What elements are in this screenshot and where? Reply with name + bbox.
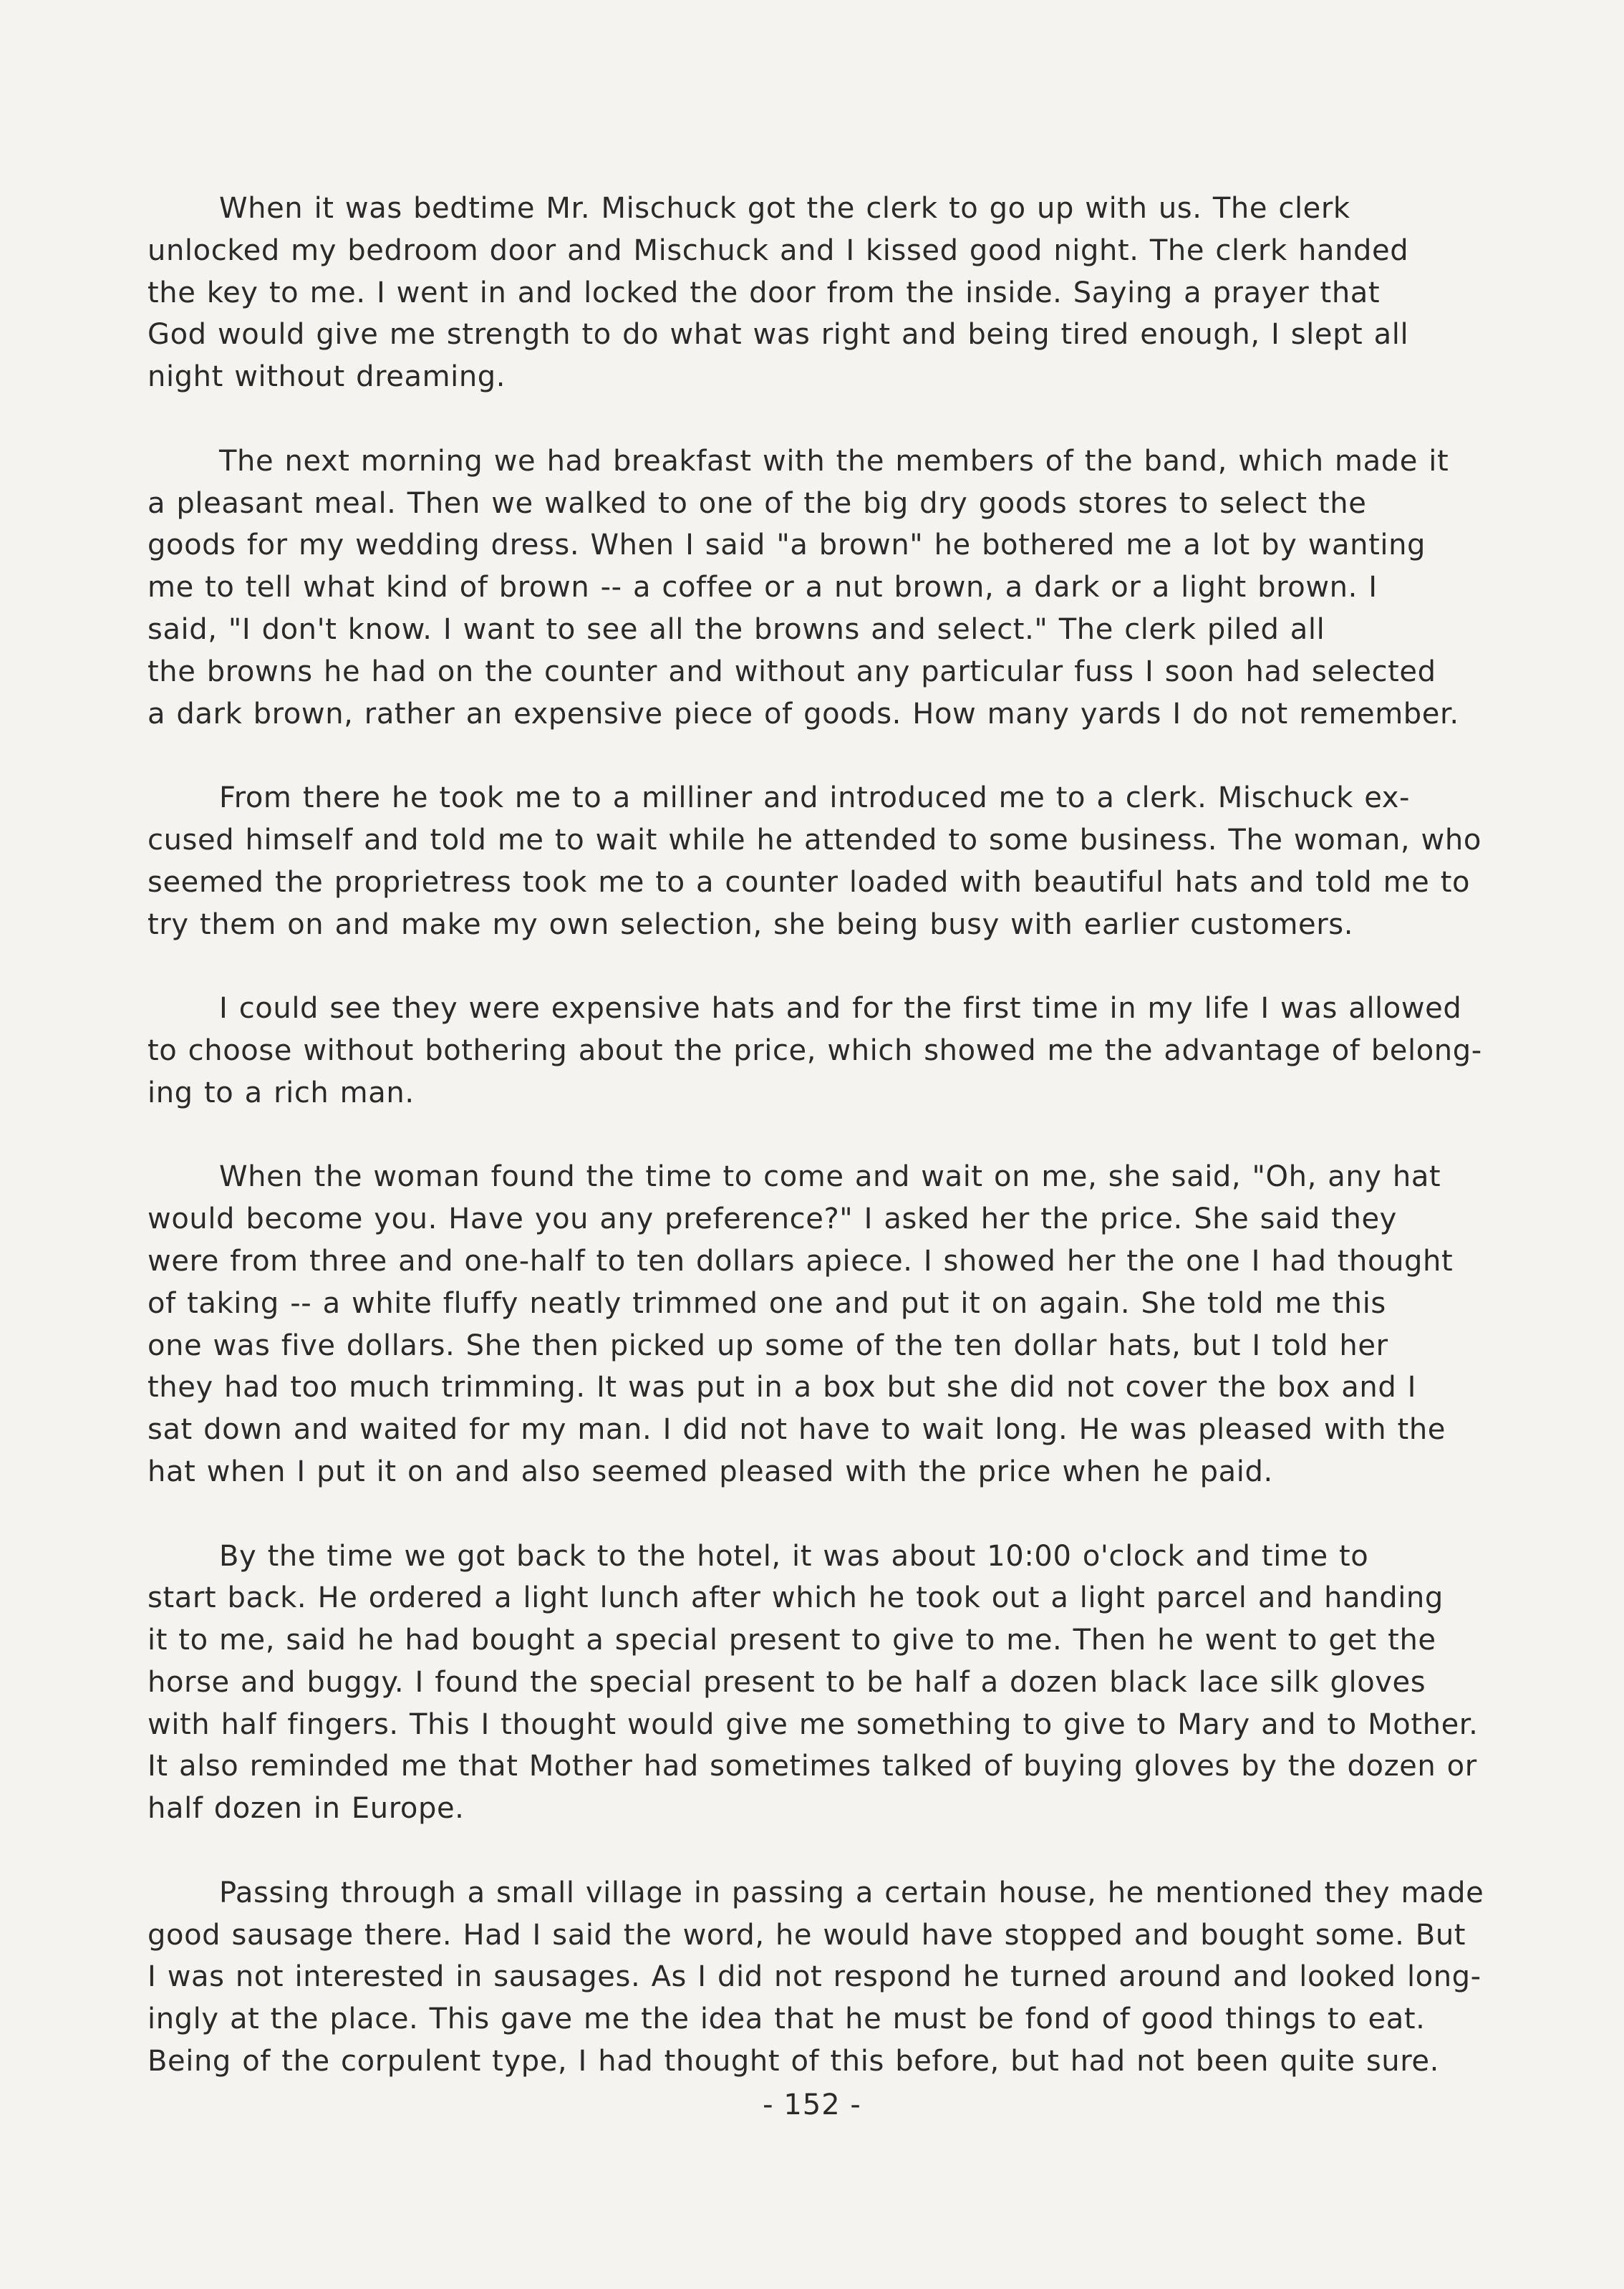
text-line: half dozen in Europe. [148, 1792, 465, 1826]
paragraph-1 [148, 188, 1565, 398]
text-line: a pleasant meal. Then we walked to one of the big dry goods stores to select the [148, 486, 1367, 520]
text-line: the browns he had on the counter and without any particular fuss I soon had selected [148, 655, 1436, 688]
body-text [148, 188, 1565, 2125]
text-line: When the woman found the time to come and wait on me, she said, "Oh, any hat [219, 1160, 1441, 1194]
text-line: said, "I don't know. I want to see all the browns and select." The clerk piled all [148, 612, 1325, 646]
text-line: would become you. Have you any preference?" I asked her the price. She said they [148, 1203, 1397, 1236]
text-line: From there he took me to a milliner and introduced me to a clerk. Mischuck ex- [219, 781, 1411, 815]
text-line: I could see they were expensive hats and for the first time in my life I was allowed [219, 992, 1462, 1026]
paragraph-5 [148, 1156, 1565, 1493]
paragraph-2 [148, 440, 1565, 736]
text-line: goods for my wedding dress. When I said "a brown" he bothered me a lot by wanting [148, 529, 1426, 562]
text-line: hat when I put it on and also seemed pleased with the price when he paid. [148, 1455, 1273, 1488]
text-line: sat down and waited for my man. I did not have to wait long. He was pleased with the [148, 1413, 1446, 1447]
text-line: one was five dollars. She then picked up some of the ten dollar hats, but I told her [148, 1329, 1388, 1362]
text-line: cused himself and told me to wait while he attended to some business. The woman, who [148, 823, 1482, 857]
paragraph-6 [148, 1536, 1565, 1831]
text-line: night without dreaming. [148, 360, 506, 394]
text-line: ingly at the place. This gave me the idea that he must be fond of good things to eat. [148, 2003, 1426, 2036]
text-line: It also reminded me that Mother had sometimes talked of buying gloves by the dozen or [148, 1750, 1477, 1783]
text-line: The next morning we had breakfast with the members of the band, which made it [219, 444, 1449, 478]
text-line: seemed the proprietress took me to a counter loaded with beautiful hats and told me to [148, 865, 1471, 899]
text-line: unlocked my bedroom door and Mischuck and I kissed good night. The clerk handed [148, 233, 1409, 267]
paragraph-7 [148, 1872, 1565, 2083]
text-line: to choose without bothering about the price, which showed me the advantage of belong- [148, 1033, 1482, 1067]
text-line: horse and buggy. I found the special present to be half a dozen black lace silk gloves [148, 1665, 1426, 1699]
text-line: I was not interested in sausages. As I did not respond he turned around and looked long- [148, 1960, 1482, 1994]
text-line: good sausage there. Had I said the word, he would have stopped and bought some. But [148, 1918, 1466, 1952]
text-line: start back. He ordered a light lunch after which he took out a light parcel and handing [148, 1581, 1444, 1615]
text-line: a dark brown, rather an expensive piece of goods. How many yards I do not remember. [148, 697, 1459, 731]
text-line: By the time we got back to the hotel, it was about 10:00 o'clock and time to [219, 1539, 1369, 1573]
text-line: it to me, said he had bought a special present to give to me. Then he went to get the [148, 1624, 1436, 1657]
text-line: were from three and one-half to ten dollars apiece. I showed her the one I had thought [148, 1244, 1454, 1278]
text-line: God would give me strength to do what was right and being tired enough, I slept all [148, 318, 1409, 352]
paragraph-4 [148, 988, 1565, 1114]
text-line: Being of the corpulent type, I had thought of this before, but had not been quite sure. [148, 2045, 1439, 2078]
paragraph-3 [148, 777, 1565, 945]
text-line: the key to me. I went in and locked the door from the inside. Saying a prayer that [148, 276, 1381, 309]
text-line: When it was bedtime Mr. Mischuck got the clerk to go up with us. The clerk [219, 192, 1350, 225]
text-line: Passing through a small village in passing a certain house, he mentioned they made [219, 1876, 1484, 1909]
text-line: they had too much trimming. It was put in a box but she did not cover the box and I [148, 1371, 1417, 1404]
text-line: me to tell what kind of brown -- a coffee or a nut brown, a dark or a light brown. I [148, 571, 1378, 604]
text-line: of taking -- a white fluffy neatly trimmed one and put it on again. She told me this [148, 1286, 1386, 1320]
text-line: ing to a rich man. [148, 1076, 415, 1109]
page-number: - 152 - [763, 2088, 861, 2121]
text-line: try them on and make my own selection, she being busy with earlier customers. [148, 907, 1354, 941]
text-line: with half fingers. This I thought would give me something to give to Mary and to Mother. [148, 1707, 1479, 1741]
